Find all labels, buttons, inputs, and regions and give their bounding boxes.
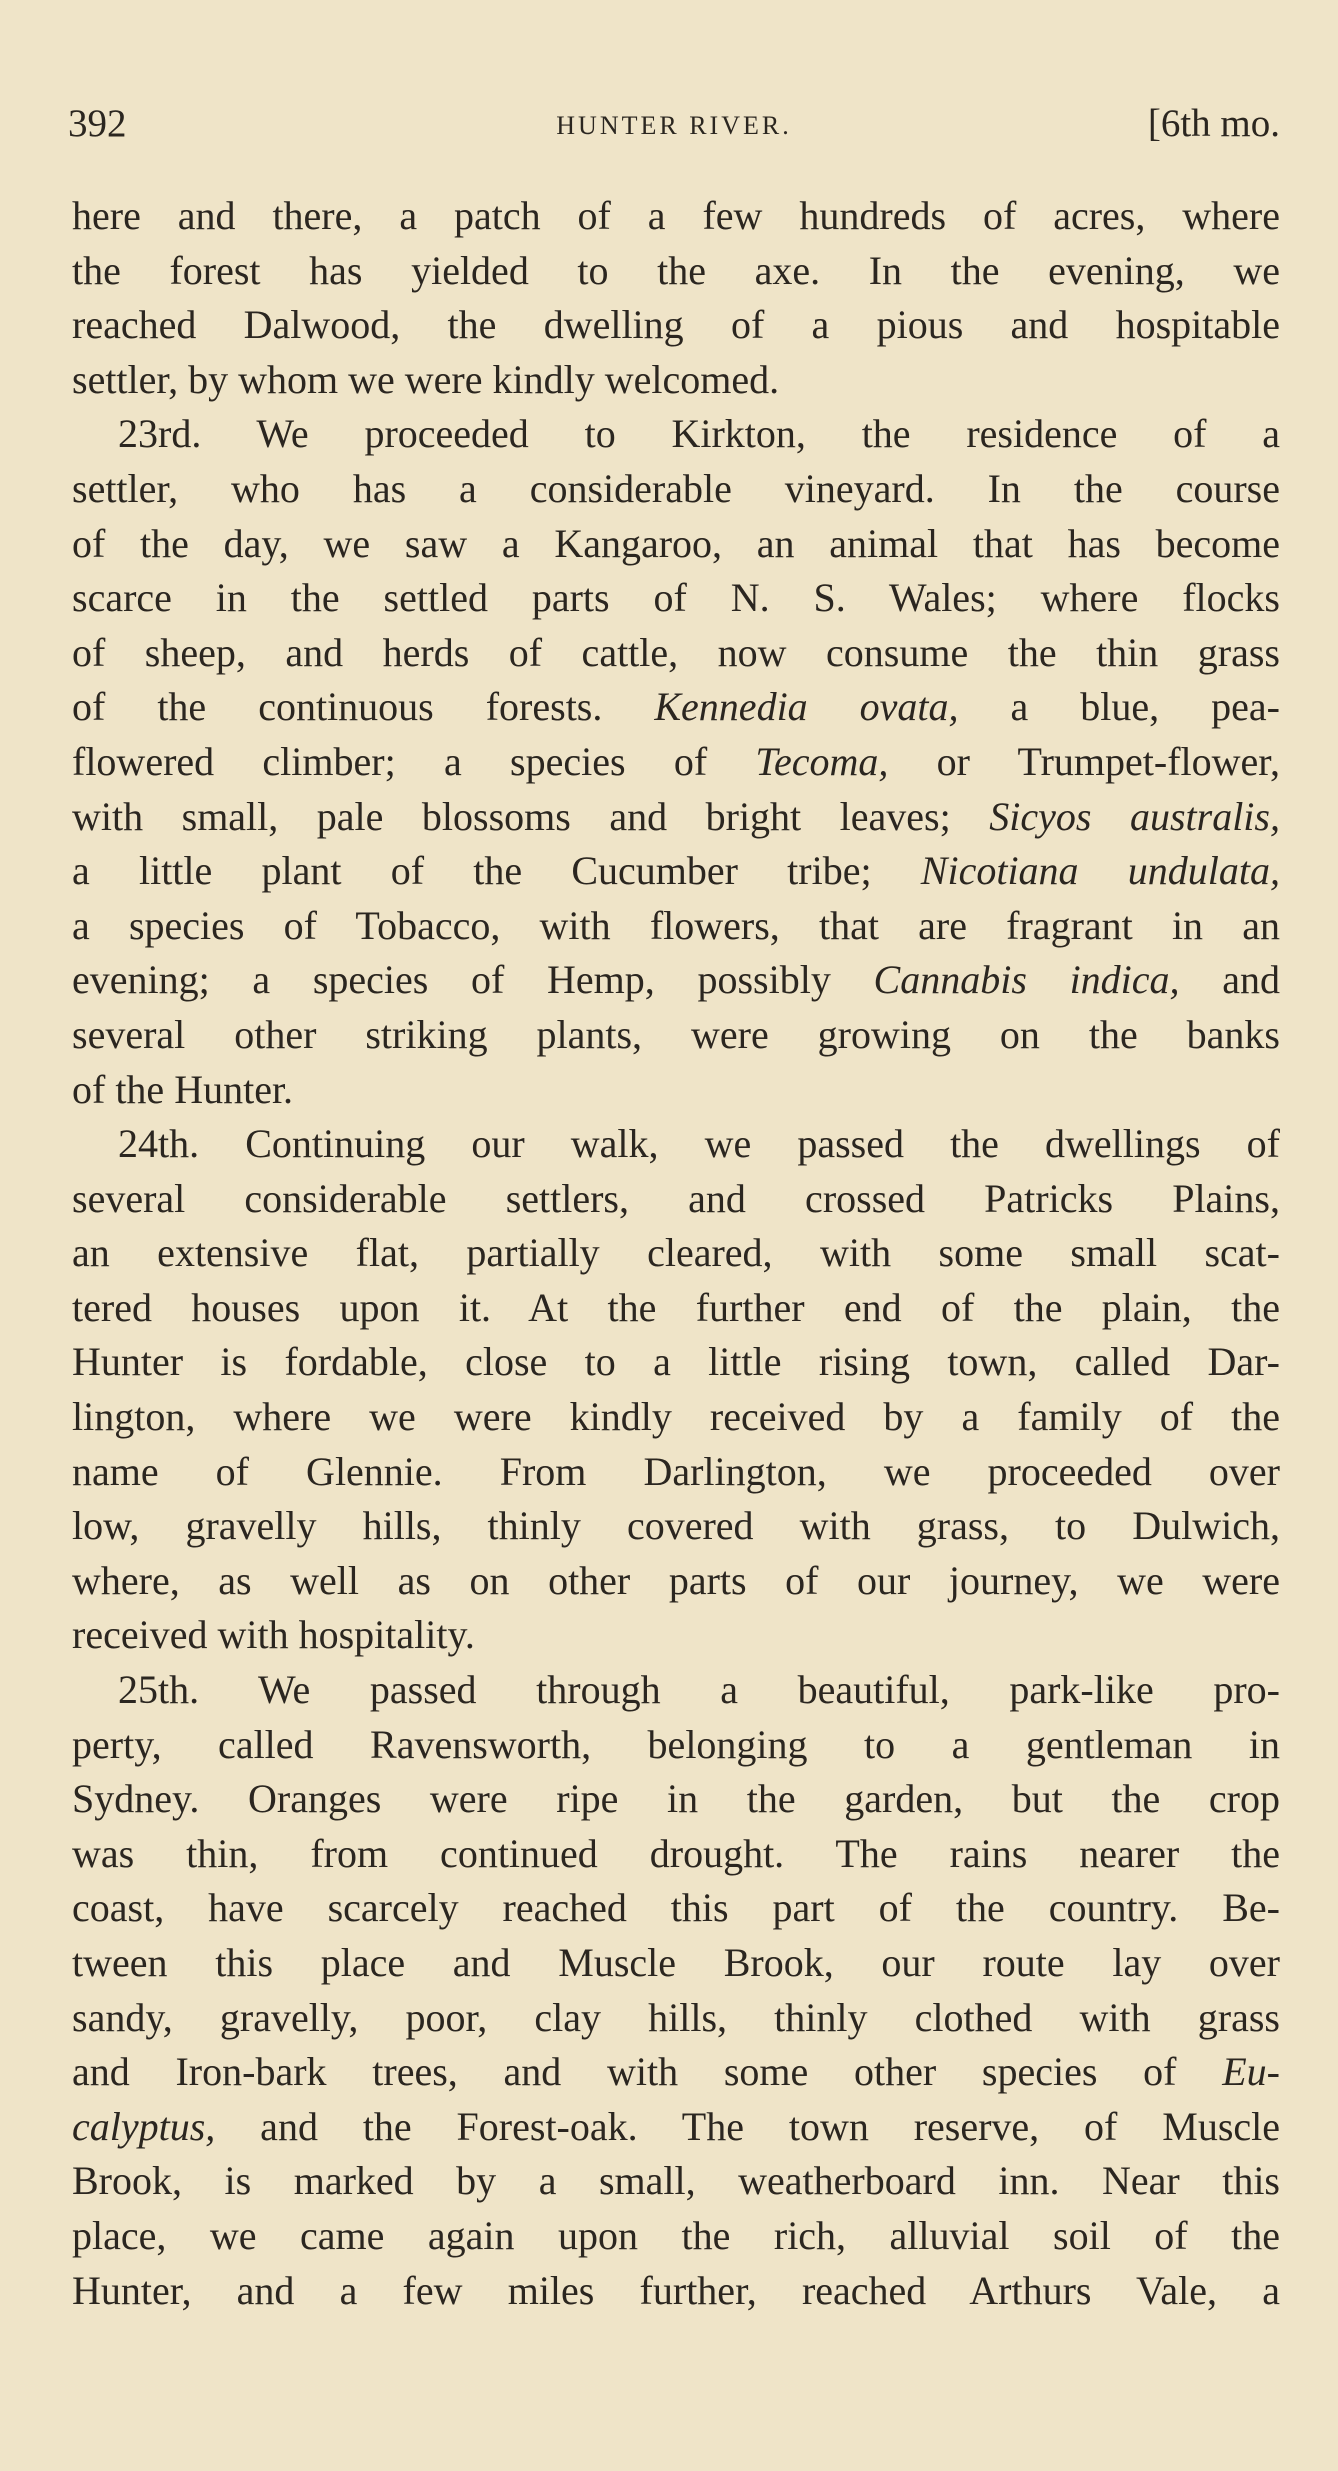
text-line: Hunter, and a few miles further, reached Arthurs Vale, a xyxy=(72,2267,1280,2313)
text-run: a blue, pea- xyxy=(958,684,1280,730)
text-line: coast, have scarcely reached this part of the country. Be- xyxy=(72,1885,1280,1931)
text-line: reached Dalwood, the dwelling of a pious and hospitable xyxy=(72,302,1280,348)
text-line xyxy=(72,844,1280,899)
text-line: lington, where we were kindly received by a family of the xyxy=(72,1394,1280,1440)
month-marker: [6th mo. xyxy=(1147,102,1280,145)
text-line: perty, called Ravensworth, belonging to a gentleman in xyxy=(72,1721,1280,1767)
text-line: 24th. Continuing our walk, we passed the dwellings of xyxy=(118,1121,1280,1167)
italic-run: Sicyos australis, xyxy=(989,793,1280,839)
text-line xyxy=(72,790,1280,845)
text-line: scarce in the settled parts of N. S. Wales; where flocks xyxy=(72,575,1280,621)
running-title: HUNTER RIVER. xyxy=(556,111,792,140)
text-line: low, gravelly hills, thinly covered with grass, to Dulwich, xyxy=(72,1503,1280,1549)
text-run: with small, pale blossoms and bright leaves; xyxy=(72,793,990,839)
text-run: a little plant of the Cucumber tribe; xyxy=(72,848,921,894)
text-run: or Trumpet-flower, xyxy=(888,738,1280,784)
text-line: a species of Tobacco, with flowers, that are fragrant in an xyxy=(72,902,1280,948)
italic-run: calyptus, xyxy=(72,2103,216,2149)
text-line: tered houses upon it. At the further end of the plain, the xyxy=(72,1284,1280,1330)
text-line: Hunter is fordable, close to a little rising town, called Dar- xyxy=(72,1339,1280,1385)
text-line: several other striking plants, were growing on the banks xyxy=(72,1011,1280,1057)
text-line: of the day, we saw a Kangaroo, an animal that has become xyxy=(72,520,1280,566)
text-line: the forest has yielded to the axe. In the evening, we xyxy=(72,247,1280,293)
text-line xyxy=(72,953,1280,1008)
text-line: place, we came again upon the rich, alluvial soil of the xyxy=(72,2212,1280,2258)
italic-run: Eu- xyxy=(1222,2049,1280,2095)
text-line: settler, by whom we were kindly welcomed. xyxy=(72,356,780,402)
text-run: and Iron-bark trees, and with some other species of xyxy=(72,2049,1223,2095)
text-run: flowered climber; a species of xyxy=(72,738,756,784)
text-line: name of Glennie. From Darlington, we proceeded over xyxy=(72,1448,1280,1494)
text-line: 25th. We passed through a beautiful, park-like pro- xyxy=(118,1667,1280,1713)
text-line: of sheep, and herds of cattle, now consume the thin grass xyxy=(72,629,1280,675)
text-line: settler, who has a considerable vineyard. In the course xyxy=(72,465,1280,511)
running-header xyxy=(68,98,1280,150)
text-line xyxy=(72,2100,1280,2155)
text-line: sandy, gravelly, poor, clay hills, thinly clothed with grass xyxy=(72,1994,1280,2040)
text-line xyxy=(72,2045,1280,2100)
page-number: 392 xyxy=(68,102,127,145)
text-line: 23rd. We proceeded to Kirkton, the residence of a xyxy=(118,411,1280,457)
text-line: several considerable settlers, and crossed Patricks Plains, xyxy=(72,1175,1280,1221)
text-line: here and there, a patch of a few hundreds of acres, where xyxy=(72,193,1280,238)
text-line: received with hospitality. xyxy=(72,1612,475,1658)
text-run: evening; a species of Hemp, possibly xyxy=(72,957,874,1003)
text-run: of the continuous forests. xyxy=(72,684,655,730)
text-line: tween this place and Muscle Brook, our route lay over xyxy=(72,1940,1280,1985)
text-line xyxy=(72,680,1280,735)
text-line: Sydney. Oranges were ripe in the garden, but the crop xyxy=(72,1776,1280,1822)
text-line: where, as well as on other parts of our journey, we were xyxy=(72,1557,1280,1603)
text-line: of the Hunter. xyxy=(72,1066,294,1112)
italic-run: Cannabis indica, xyxy=(873,957,1180,1003)
text-line: Brook, is marked by a small, weatherboard inn. Near this xyxy=(72,2158,1280,2204)
text-line xyxy=(72,735,1280,790)
italic-run: Tecoma, xyxy=(755,738,889,784)
italic-run: Kennedia ovata, xyxy=(654,684,959,730)
text-line: an extensive flat, partially cleared, with some small scat- xyxy=(72,1230,1280,1276)
text-run: and xyxy=(1179,957,1280,1003)
body-text xyxy=(72,189,1280,2318)
italic-run: Nicotiana undulata, xyxy=(920,848,1280,894)
text-run: and the Forest-oak. The town reserve, of Muscle xyxy=(215,2103,1280,2149)
text-line: was thin, from continued drought. The rains nearer the xyxy=(72,1830,1280,1876)
